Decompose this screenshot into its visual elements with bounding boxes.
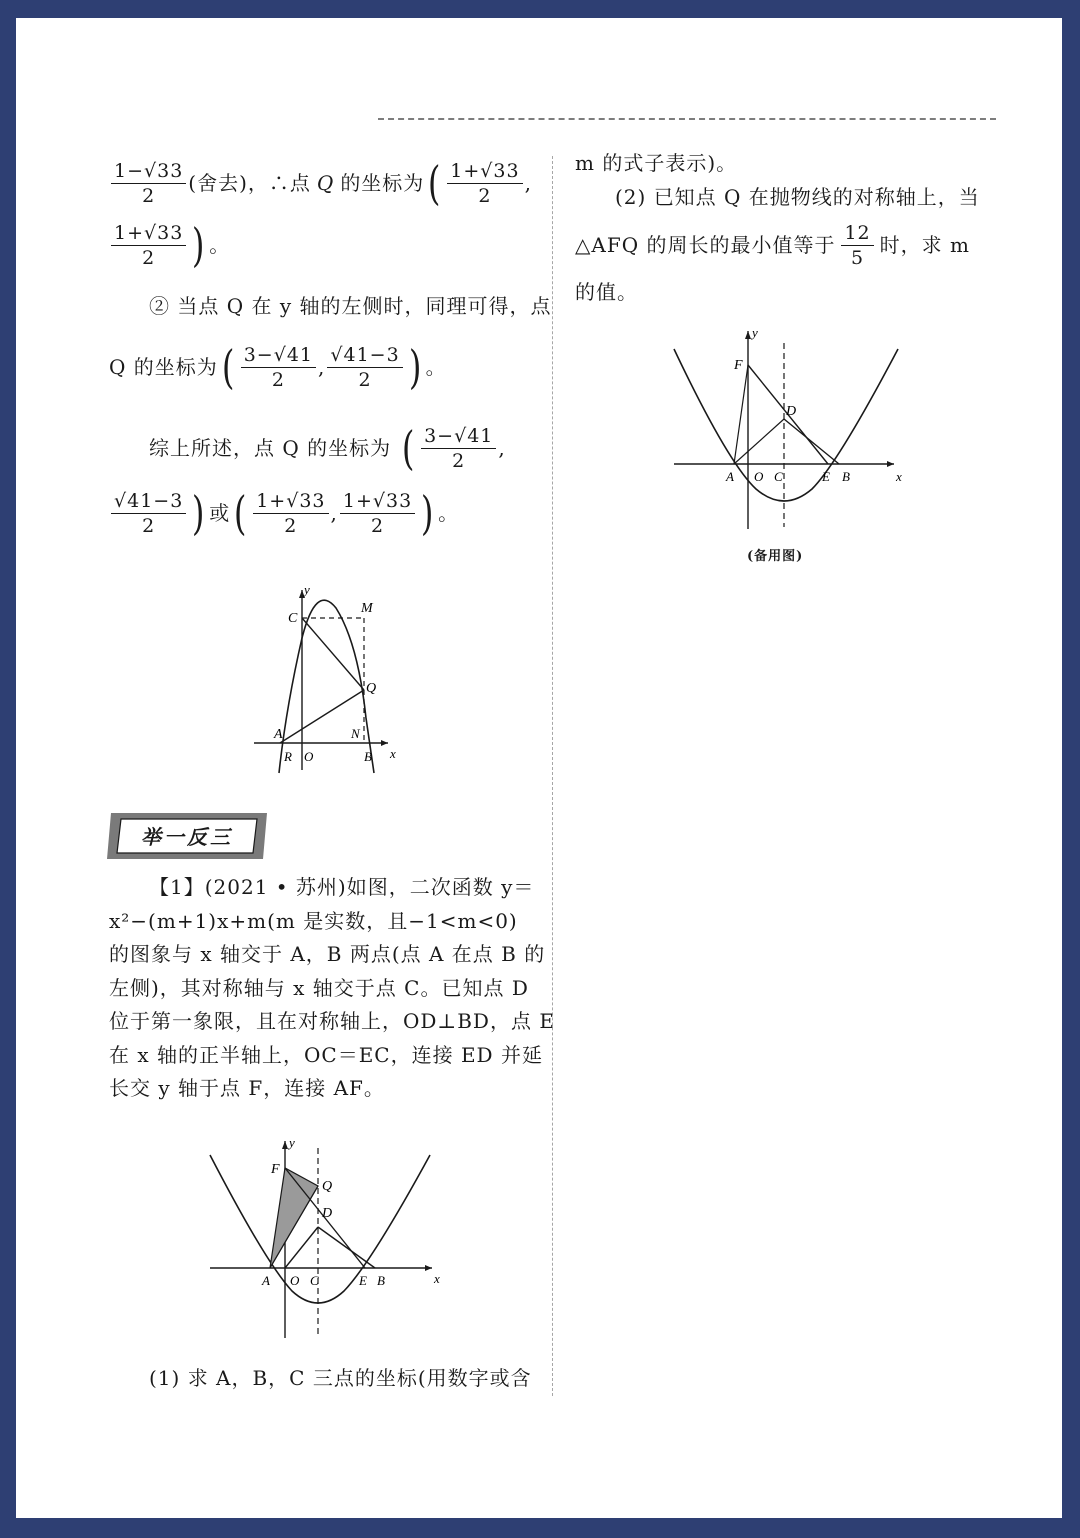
figure-parabola-1 <box>246 578 406 778</box>
label-x: x <box>390 746 396 761</box>
label-E: E <box>359 1273 367 1288</box>
text-line: 综上所述，点 Q 的坐标为 ( $\frac{3-√41}{2}$ , <box>149 421 506 475</box>
label-O: O <box>304 749 314 764</box>
text: 的坐标为 <box>340 171 425 195</box>
paren: ( <box>428 156 442 210</box>
text-line: m 的式子表示)。 <box>575 151 738 175</box>
text-line: x²−(m+1)x+m(m 是实数，且−1<m<0) <box>109 908 518 933</box>
label-A: A <box>274 727 283 742</box>
text-line: $\frac{1-√33}{2}$ (舍去)，∴点 Q 的坐标为 ( $\frac{1+√33}{2}$ , <box>109 154 534 212</box>
banner-title: 举一反三 <box>141 825 233 849</box>
label-y: y <box>304 582 310 597</box>
fraction: $\frac{1+√33}{2}$ <box>447 159 522 208</box>
text-line: 【1】(2021 • 苏州)如图，二次函数 y＝ <box>149 875 535 899</box>
label-N: N <box>351 726 360 741</box>
question-1 <box>109 1360 549 1396</box>
label-E: E <box>822 469 830 484</box>
fraction: $\frac{1-√33}{2}$ <box>111 159 186 208</box>
label-B: B <box>364 749 372 764</box>
text: 。 <box>209 233 231 257</box>
text: Q <box>316 171 335 195</box>
text-line: 位于第一象限，且在对称轴上，OD⊥BD，点 E <box>109 1009 555 1033</box>
label-A: A <box>726 469 734 484</box>
section-banner <box>107 813 267 859</box>
text-line: (1) 求 A，B，C 三点的坐标(用数字或含 <box>149 1366 532 1390</box>
text-line: 长交 y 轴于点 F，连接 AF。 <box>109 1076 385 1100</box>
label-D: D <box>322 1206 333 1221</box>
label-x: x <box>896 469 902 484</box>
page <box>16 18 1062 1518</box>
text-line: 左侧)，其对称轴与 x 轴交于点 C。已知点 D <box>109 975 529 1000</box>
fraction: $\frac{1+√33}{2}$ <box>111 221 186 270</box>
column-divider <box>552 156 553 1396</box>
label-Q: Q <box>366 681 377 696</box>
label-C: C <box>288 611 298 626</box>
label-R: R <box>284 749 292 764</box>
right-column <box>575 146 1000 308</box>
text: (舍去)，∴点 <box>188 171 311 195</box>
label-C: C <box>310 1273 319 1288</box>
label-B: B <box>842 469 850 484</box>
text-line: Q 的坐标为 ( $\frac{3-√41}{2}$ , $\frac{√41-3}{2}$ ) 。 <box>109 340 447 394</box>
label-Q: Q <box>322 1179 333 1194</box>
label-F: F <box>271 1162 280 1177</box>
header-rule <box>378 118 996 120</box>
text-line: 的值。 <box>575 280 638 304</box>
label-D: D <box>786 404 797 419</box>
figure-parabola-3 <box>666 323 916 533</box>
label-O: O <box>290 1273 300 1288</box>
problem-text <box>109 871 555 1106</box>
text-line: $\frac{√41-3}{2}$ ) 或 ( $\frac{1+√33}{2}$ , $\frac{1+√33}{2}$ ) 。 <box>109 480 534 546</box>
text-line: ② 当点 Q 在 y 轴的左侧时，同理可得，点 <box>149 294 552 318</box>
label-A: A <box>262 1273 270 1288</box>
text-line: △AFQ 的周长的最小值等于 $\frac{12}{5}$ 时，求 m <box>575 221 970 269</box>
label-y: y <box>752 325 758 340</box>
figure-caption: (备用图) <box>747 549 804 564</box>
figure-parabola-2 <box>206 1133 456 1343</box>
label-O: O <box>754 469 764 484</box>
text-line: (2) 已知点 Q 在抛物线的对称轴上，当 <box>615 185 980 209</box>
left-column <box>109 154 552 546</box>
text-line: 在 x 轴的正半轴上，OC＝EC，连接 ED 并延 <box>109 1042 543 1067</box>
label-C: C <box>774 469 783 484</box>
text-line: 的图象与 x 轴交于 A，B 两点(点 A 在点 B 的 <box>109 942 546 966</box>
label-B: B <box>377 1273 385 1288</box>
label-M: M <box>361 601 373 616</box>
label-x: x <box>434 1271 440 1286</box>
label-F: F <box>734 358 743 373</box>
label-y: y <box>289 1135 295 1150</box>
text-line: $\frac{1+√33}{2}$ ) 。 <box>109 212 534 278</box>
